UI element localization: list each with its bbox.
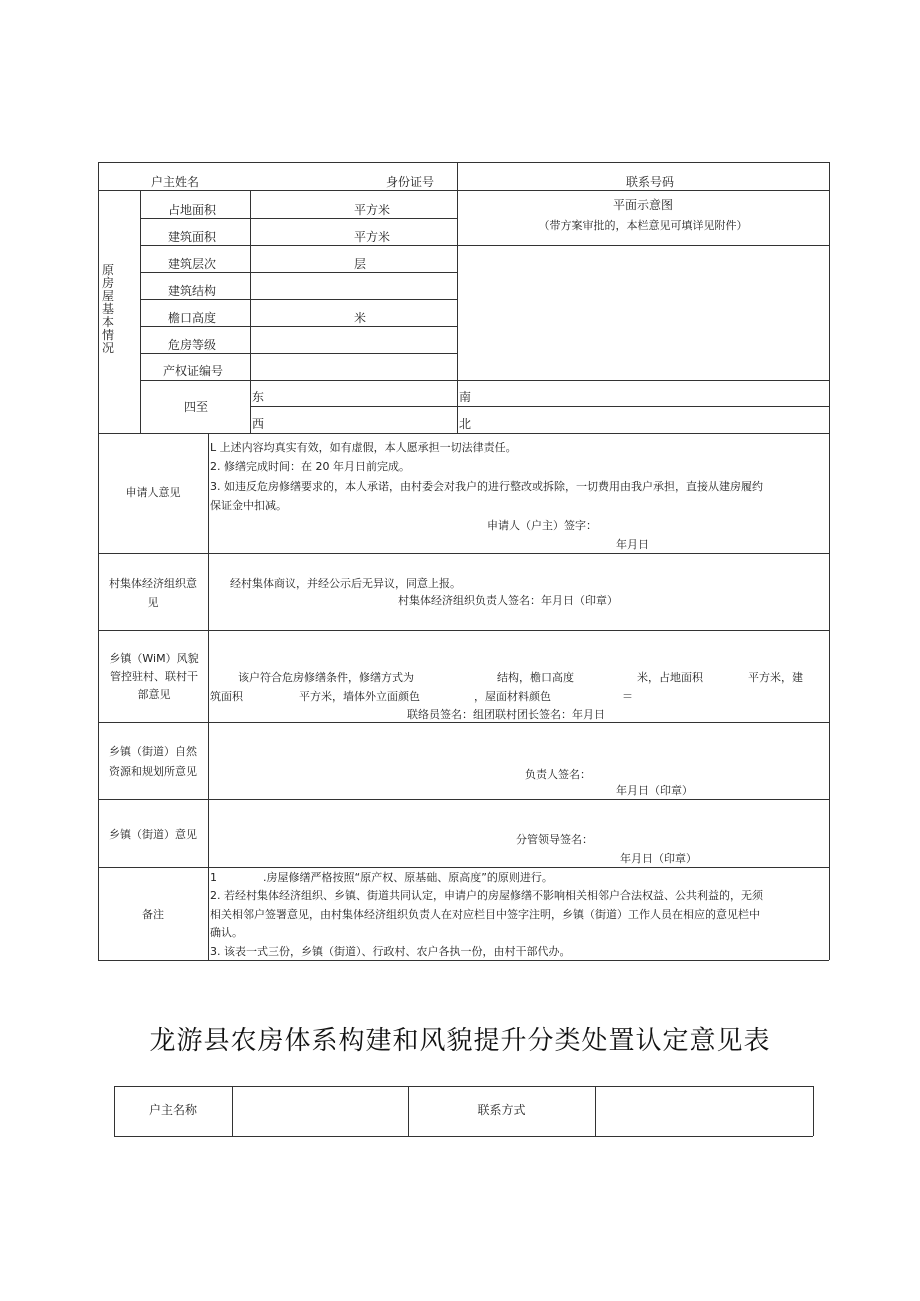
direction-east: 东 [252,390,265,404]
township-cadre-text-1c: 米，占地面积 [637,671,703,684]
resources-office-date: 年月日（印章） [616,784,693,797]
plan-note: （带方案审批的，本栏意见可填详见附件） [538,219,748,232]
plan-title: 平面示意图 [612,198,673,212]
floors-label: 建筑层次 [168,257,217,271]
village-collective-sign: 村集体经济组织负责人签名：年月日（印章） [398,594,618,607]
danger-grade-label: 危房等级 [168,338,217,352]
township-cadre-text-2b: 平方米，墙体外立面颜色 [299,690,420,703]
remarks-line2a: 2. 若经村集体经济组织、乡镇、街道共同认定，申请户的房屋修缮不影响相关相邻户合法权益、公共利益的，无须 [210,889,763,902]
applicant-line3b: 保证金中扣减。 [210,499,287,512]
township-opinion-date: 年月日（印章） [620,852,697,865]
village-collective-text: 经村集体商议，并经公示后无异议，同意上报。 [230,577,461,590]
township-cadre-text-2d: ＝ [622,690,633,703]
remarks-line2b: 相关相邻户签署意见，由村集体经济组织负责人在对应栏目中签字注明，乡镇（街道）工作人员在相应的意见栏中 [210,908,760,921]
boundaries-label: 四至 [184,400,209,414]
village-collective-label-1: 村集体经济组织意 [109,577,197,590]
township-cadre-text-1d: 平方米，建 [748,671,803,684]
structure-label: 建筑结构 [168,284,217,298]
remarks-line1a: 1 [210,871,217,884]
township-cadre-text-1b: 结构，檐口高度 [497,671,574,684]
village-collective-label-2: 见 [147,596,159,609]
form2-contact-label: 联系方式 [477,1103,526,1117]
basic-info-section-label: 原房屋基本情况 [101,263,114,355]
building-area-label: 建筑面积 [168,230,217,244]
owner-name-label: 户主姓名 [150,175,199,189]
township-cadre-text-2c: ，屋面材料颜色 [474,690,551,703]
land-area-label: 占地面积 [168,203,217,217]
township-opinion-label: 乡镇（街道）意见 [109,828,197,841]
township-cadre-label-3: 部意见 [137,688,171,701]
resources-office-label-2: 资源和规划所意见 [109,765,197,778]
remarks-line1b: .房屋修缮严格按照“原产权、原基础、原高度”的原则进行。 [263,871,553,884]
eave-height-unit: 米 [354,311,367,325]
township-cadre-label-1: 乡镇（WiM）风貌 [109,652,199,665]
applicant-label: 申请人意见 [125,486,181,499]
property-cert-label: 产权证编号 [163,364,224,378]
resources-office-label-1: 乡镇（街道）自然 [109,745,197,758]
applicant-date: 年月日 [616,538,649,551]
remarks-line2c: 确认。 [210,926,243,939]
applicant-line3a: 3. 如违反危房修缮要求的，本人承诺，由村委会对我户的进行整改或拆除，一切费用由我户承担，直接从建房履约 [210,480,763,493]
form2-title: 龙游县农房体系构建和风貌提升分类处置认定意见表 [149,1026,771,1056]
applicant-line2: 2. 修缮完成时间：在 20 年月日前完成。 [210,460,410,473]
direction-west: 西 [252,417,265,431]
land-area-unit: 平方米 [354,203,391,217]
id-number-label: 身份证号 [385,175,434,189]
phone-label: 联系号码 [625,175,674,189]
township-opinion-sign: 分管领导签名： [516,833,593,846]
township-cadre-text-2a: 筑面积 [210,690,243,703]
applicant-line1: L 上述内容均真实有效，如有虚假，本人愿承担一切法律责任。 [210,441,517,454]
form2-owner-name-label: 户主名称 [148,1103,197,1117]
floors-unit: 层 [354,257,367,271]
remarks-line3: 3. 该表一式三份，乡镇（街道）、行政村、农户各执一份，由村干部代办。 [210,945,571,958]
eave-height-label: 檐口高度 [168,311,217,325]
building-area-unit: 平方米 [354,230,391,244]
township-cadre-text-1a: 该户符合危房修缮条件，修缮方式为 [238,671,414,684]
remarks-label: 备注 [142,908,164,921]
resources-office-sign: 负责人签名： [525,768,591,781]
applicant-sign: 申请人（户主）签字： [487,519,597,532]
township-cadre-sign: 联络员签名：组团联村团长签名：年月日 [407,708,605,721]
direction-north: 北 [459,417,472,431]
direction-south: 南 [459,390,472,404]
township-cadre-label-2: 管控驻村、联村干 [110,670,198,683]
